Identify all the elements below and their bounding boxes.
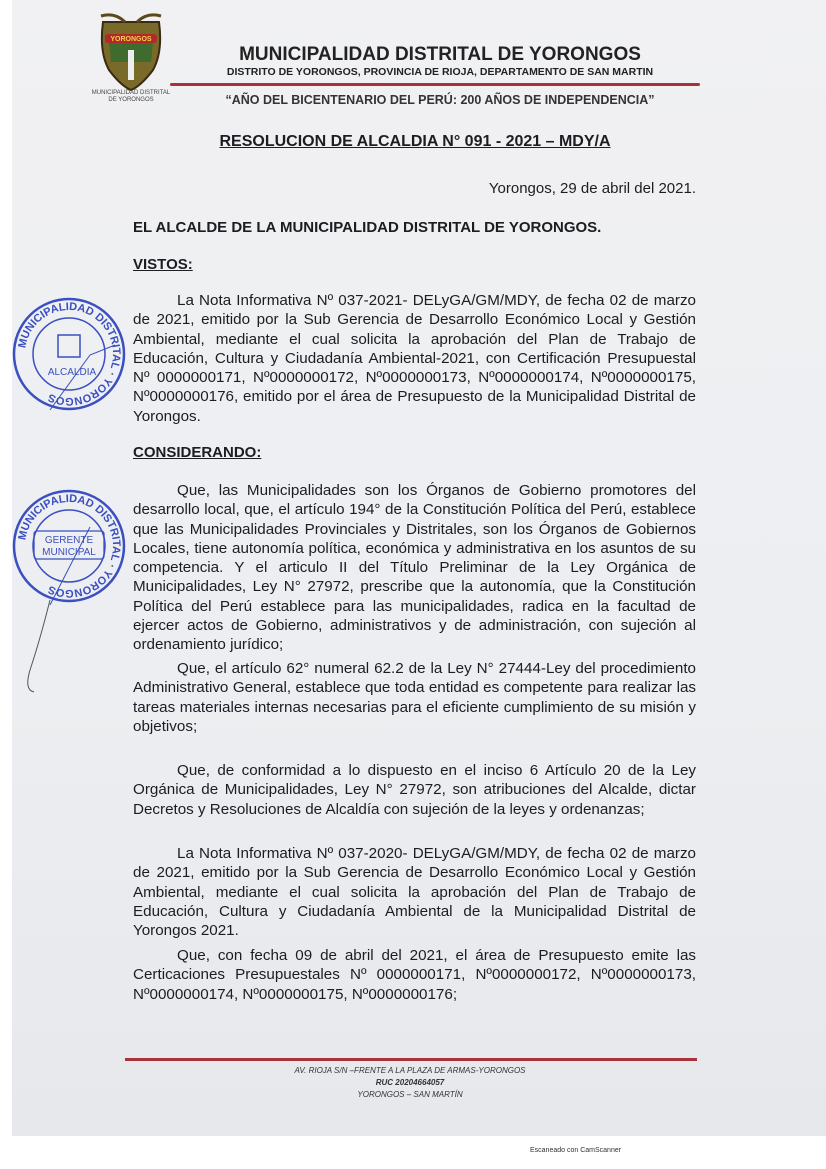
svg-text:YORONGOS: YORONGOS — [110, 36, 152, 43]
considerando-paragraph: Que, las Municipalidades son los Órganos de Gobierno promotores del desarrollo local, que, el artículo 194° de la Constitución Política del Perú, establece que las Municipalidades Provinciales y Distritales, son los Órganos de Gobiernos Locales, tiene autonomía política, económica y administrativa en los asuntos de su competencia. Y el articulo II del Título Preliminar de la Ley Orgánica de Municipalidades, Ley N° 27972, prescribe que la autonomía, que la Constitución Política del Perú establece para las municipalidades, radica en la facultad de ejercer actos de Gobierno, administrativos y de administración, con sujeción al ordenamiento jurídico; — [133, 482, 696, 654]
gerente-municipal-stamp — [10, 487, 128, 605]
considerando-heading: CONSIDERANDO: — [133, 444, 262, 461]
svg-text:MUNICIPAL: MUNICIPAL — [42, 547, 96, 558]
considerando-paragraph: Que, de conformidad a lo dispuesto en el inciso 6 Artículo 20 de la Ley Orgánica de Municipalidades, Ley N° 27972, son atribuciones del Alcalde, dictar Decretos y Resoluciones de Alcaldía con sujeción de la leyes y ordenanzas; — [133, 762, 696, 818]
logo-caption: MUNICIPALIDAD DISTRITAL DE YORONGOS — [91, 90, 171, 103]
document-date: Yorongos, 29 de abril del 2021. — [488, 180, 696, 197]
resolution-title: RESOLUCION DE ALCALDIA N° 091 - 2021 – MDY/A — [219, 133, 611, 150]
camscanner-watermark: Escaneado con CamScanner — [530, 1147, 622, 1154]
footer-address: AV. RIOJA S/N –FRENTE A LA PLAZA DE ARMAS-YORONGOS — [294, 1066, 526, 1075]
svg-text:GERENTE: GERENTE — [44, 535, 94, 546]
alcaldia-stamp — [10, 295, 128, 413]
issuer-heading: EL ALCALDE DE LA MUNICIPALIDAD DISTRITAL DE YORONGOS. — [133, 219, 602, 236]
considerando-paragraph: La Nota Informativa Nº 037-2020- DELyGA/GM/MDY, de fecha 02 de marzo de 2021, emitido por la Sub Gerencia de Desarrollo Económico Local y Gestión Ambiental, mediante el cual solicita la aprobación del Plan de Trabajo de Educación, Cultura y Ciudadanía Ambiental de la Municipalidad Distrital de Yorongos 2021. — [133, 845, 696, 940]
municipal-coat-of-arms-logo — [95, 12, 167, 92]
institution-subtitle: DISTRITO DE YORONGOS, PROVINCIA DE RIOJA, DEPARTAMENTO DE SAN MARTIN — [226, 66, 654, 78]
year-motto: “AÑO DEL BICENTENARIO DEL PERÚ: 200 AÑOS DE INDEPENDENCIA” — [225, 93, 655, 107]
svg-text:MUNICIPALIDAD DISTRITAL · YORO: MUNICIPALIDAD DISTRITAL · YORONGOS — [16, 300, 123, 408]
signature-stroke — [20, 600, 60, 700]
header-divider — [170, 83, 700, 86]
footer-divider — [125, 1058, 697, 1061]
vistos-paragraph: La Nota Informativa Nº 037-2021- DELyGA/GM/MDY, de fecha 02 de marzo de 2021, emitido por la Sub Gerencia de Desarrollo Económico Local y Gestión Ambiental, mediante el cual solicita la aprobación del Plan de Trabajo de Educación, Cultura y Ciudadanía Ambiental-2021, con Certificación Presupuestal Nº 0000000171, Nº0000000172, Nº0000000173, Nº0000000174, Nº0000000175, Nº0000000176, emitido por el área de Presupuesto de la Municipalidad Distrital de Yorongos. — [133, 292, 696, 425]
considerando-paragraph: Que, el artículo 62° numeral 62.2 de la Ley N° 27444-Ley del procedimiento Administrativo General, establece que toda entidad es competente para realizar las tareas materiales internas necesarias para el eficiente cumplimiento de su misión y objetivos; — [133, 660, 696, 735]
stamp-center-text: ALCALDIA — [47, 367, 97, 378]
vistos-heading: VISTOS: — [133, 256, 193, 273]
footer-ruc: RUC 20204664057 — [375, 1078, 445, 1087]
institution-title: MUNICIPALIDAD DISTRITAL DE YORONGOS — [239, 44, 641, 65]
considerando-paragraph: Que, con fecha 09 de abril del 2021, el área de Presupuesto emite las Certicaciones Presupuestales Nº 0000000171, Nº0000000172, Nº0000000173, Nº0000000174, Nº0000000175, Nº0000000176; — [133, 947, 696, 1003]
svg-text:MUNICIPALIDAD DISTRITAL · YORO: MUNICIPALIDAD DISTRITAL · YORONGOS — [16, 492, 123, 600]
footer-city: YORONGOS – SAN MARTÍN — [357, 1090, 463, 1099]
